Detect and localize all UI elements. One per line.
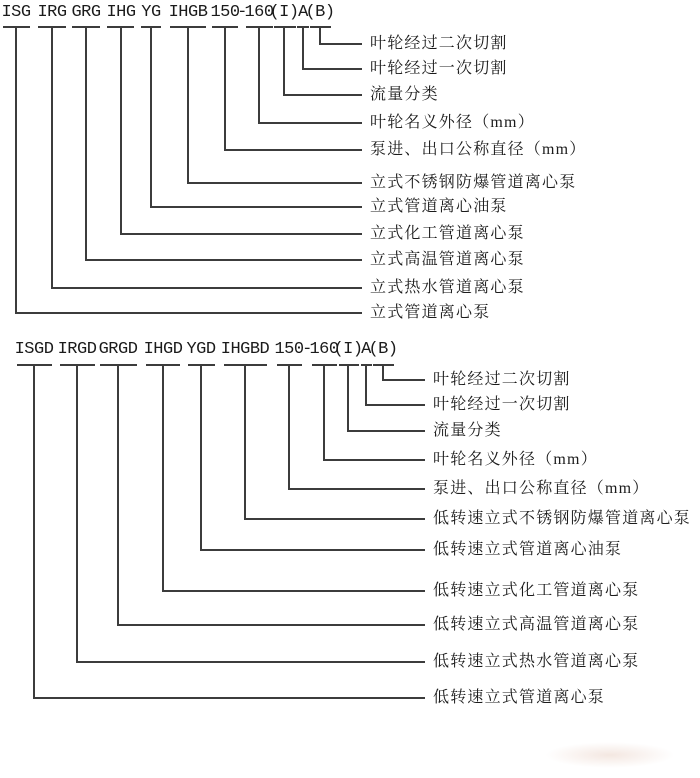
code-meaning-label: 叶轮经过一次切割 [433, 396, 571, 413]
model-code-hyphen: - [237, 3, 247, 22]
connector-horizontal-line [51, 287, 362, 289]
connector-horizontal-line [258, 122, 362, 124]
code-meaning-label: 立式管道离心泵 [370, 304, 491, 321]
connector-horizontal-line [323, 459, 425, 461]
code-meaning-label: 立式高温管道离心泵 [370, 251, 525, 268]
model-code-a: A [361, 340, 371, 359]
code-meaning-label: 泵进、出口公称直径（mm） [433, 480, 650, 497]
code-meaning-label: 流量分类 [370, 86, 439, 103]
model-code-ihgd: IHGD [143, 340, 183, 359]
code-meaning-label: 立式管道离心油泵 [370, 198, 508, 215]
connector-vertical-line [323, 366, 325, 461]
code-meaning-label: 叶轮经过二次切割 [433, 371, 571, 388]
connector-vertical-line [283, 28, 285, 96]
connector-horizontal-line [15, 312, 362, 314]
model-code-ihgbd: IHGBD [220, 340, 270, 359]
connector-horizontal-line [283, 94, 362, 96]
connector-horizontal-line [85, 259, 362, 261]
connector-horizontal-line [365, 404, 425, 406]
code-meaning-label: 叶轮名义外径（mm） [370, 114, 535, 131]
connector-vertical-line [162, 366, 164, 592]
connector-vertical-line [187, 28, 189, 184]
model-code-irgd: IRGD [57, 340, 97, 359]
code-meaning-label: 立式热水管道离心泵 [370, 279, 525, 296]
code-meaning-label: 低转速立式化工管道离心泵 [433, 582, 640, 599]
connector-vertical-line [33, 366, 35, 699]
connector-horizontal-line [347, 430, 425, 432]
connector-vertical-line [224, 28, 226, 151]
model-code-hyphen: - [302, 340, 312, 359]
code-meaning-label: 泵进、出口公称直径（mm） [370, 141, 587, 158]
model-code-160: 160 [309, 340, 339, 359]
code-meaning-label: 低转速立式管道离心泵 [433, 689, 606, 706]
connector-vertical-line [302, 28, 304, 70]
model-code-b: (B) [305, 3, 335, 22]
watermark-smudge [545, 742, 675, 768]
connector-horizontal-line [319, 43, 362, 45]
code-meaning-label: 低转速立式管道离心油泵 [433, 541, 623, 558]
model-code-ihg: IHG [106, 3, 136, 22]
connector-vertical-line [200, 366, 202, 551]
model-code-160: 160 [244, 3, 274, 22]
connector-vertical-line [150, 28, 152, 208]
code-meaning-label: 立式不锈钢防爆管道离心泵 [370, 174, 577, 191]
connector-horizontal-line [187, 182, 362, 184]
connector-horizontal-line [382, 379, 425, 381]
connector-horizontal-line [288, 488, 425, 490]
connector-horizontal-line [120, 233, 362, 235]
model-code-grgd: GRGD [98, 340, 138, 359]
code-underline-bar [339, 364, 359, 366]
model-code-b: (B) [368, 340, 398, 359]
model-code-grg: GRG [71, 3, 101, 22]
model-code-isgd: ISGD [14, 340, 54, 359]
model-code-150: 150 [274, 340, 304, 359]
connector-horizontal-line [200, 549, 425, 551]
code-meaning-label: 叶轮经过一次切割 [370, 60, 508, 77]
code-meaning-label: 叶轮名义外径（mm） [433, 451, 598, 468]
connector-horizontal-line [244, 518, 425, 520]
connector-vertical-line [51, 28, 53, 289]
connector-horizontal-line [33, 697, 425, 699]
model-code-isg: ISG [1, 3, 31, 22]
connector-vertical-line [244, 366, 246, 520]
connector-vertical-line [76, 366, 78, 663]
model-code-irg: IRG [37, 3, 67, 22]
connector-vertical-line [15, 28, 17, 314]
connector-vertical-line [85, 28, 87, 261]
code-meaning-label: 立式化工管道离心泵 [370, 225, 525, 242]
model-code-i: (I) [269, 3, 299, 22]
code-meaning-label: 低转速立式高温管道离心泵 [433, 616, 640, 633]
code-meaning-label: 叶轮经过二次切割 [370, 35, 508, 52]
code-underline-bar [274, 26, 296, 28]
connector-horizontal-line [76, 661, 425, 663]
connector-vertical-line [288, 366, 290, 490]
model-code-a: A [298, 3, 308, 22]
connector-horizontal-line [302, 68, 362, 70]
connector-horizontal-line [150, 206, 362, 208]
model-code-i: (I) [333, 340, 363, 359]
model-code-ihgb: IHGB [168, 3, 208, 22]
code-meaning-label: 流量分类 [433, 422, 502, 439]
connector-vertical-line [365, 366, 367, 406]
connector-vertical-line [120, 28, 122, 235]
connector-horizontal-line [224, 149, 362, 151]
connector-horizontal-line [117, 624, 425, 626]
code-meaning-label: 低转速立式热水管道离心泵 [433, 653, 640, 670]
model-code-150: 150 [210, 3, 240, 22]
connector-vertical-line [117, 366, 119, 626]
code-meaning-label: 低转速立式不锈钢防爆管道离心泵 [433, 510, 692, 527]
connector-vertical-line [347, 366, 349, 432]
connector-horizontal-line [162, 590, 425, 592]
model-code-ygd: YGD [186, 340, 216, 359]
connector-vertical-line [258, 28, 260, 124]
model-code-yg: YG [141, 3, 161, 22]
